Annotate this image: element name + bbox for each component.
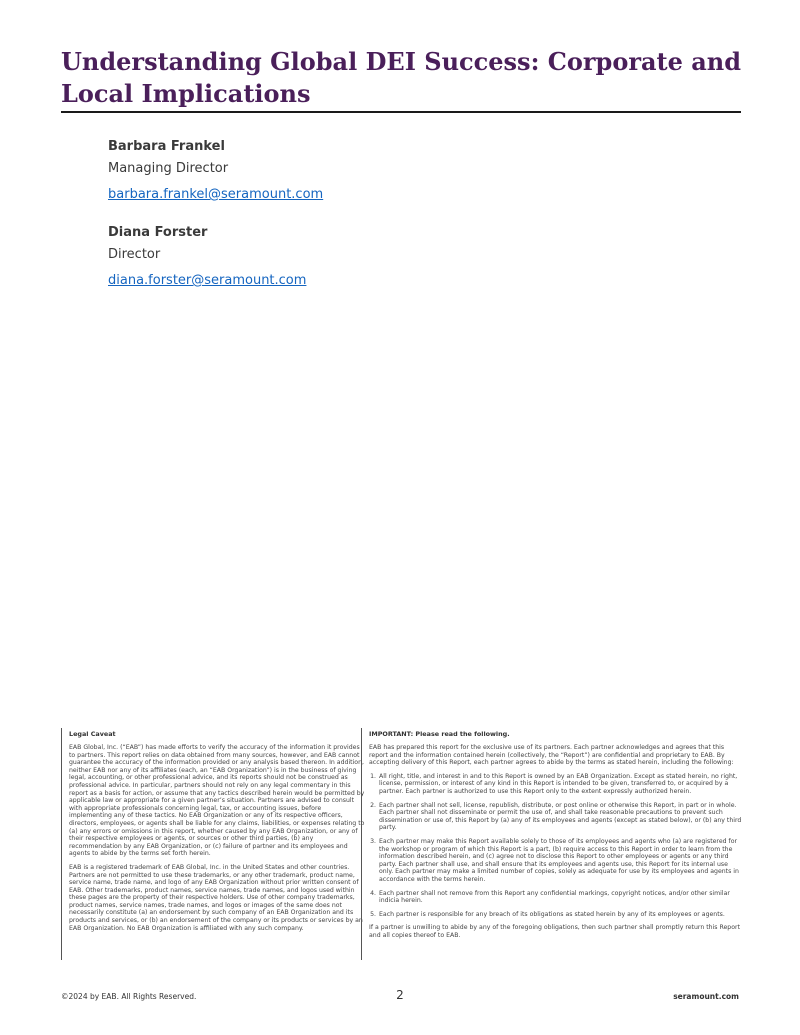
contact-card <box>108 225 608 289</box>
legal-caveat-paragraph: EAB Global, Inc. (“EAB”) has made efforts to verify the accuracy of the information it provides to partners. This report relies on data obtained from many sources, however, and EAB cannot guarantee the accuracy of the information provided or any analysis based thereon. In addition, neither EAB nor any of its affiliates (each, an “EAB Organization”) is in the business of giving legal, accounting, or other professional advice, and its reports should not be construed as professional advice. In particular, partners should not rely on any legal commentary in this report as a basis for action, or assume that any tactics described herein would be permitted by applicable law or appropriate for a given partner’s situation. Partners are advised to consult with appropriate professionals concerning legal, tax, or accounting issues, before implementing any of these tactics. No EAB Organization or any of its respective officers, directors, employees, or agents shall be liable for any claims, liabilities, or expenses relating to (a) any errors or omissions in this report, whether caused by any EAB Organization, or any of their respective employees or agents, or sources or other third parties, (b) any recommendation by any EAB Organization, or (c) failure of partner and its employees and agents to abide by the terms set forth herein. <box>69 744 365 858</box>
important-closing: If a partner is unwilling to abide by any of the foregoing obligations, then such partner shall promptly return this Report and all copies thereof to EAB. <box>369 924 740 939</box>
contact-email-link[interactable]: diana.forster@seramount.com <box>108 273 307 288</box>
important-intro: EAB has prepared this report for the exclusive use of its partners. Each partner acknowledges and agrees that this report and the information contained herein (collectively, the “Report”) are confidential and proprietary to EAB. By accepting delivery of this Report, each partner agrees to abide by the terms as stated herein, including the following: <box>369 744 734 767</box>
important-notice-column <box>361 728 743 960</box>
footer-site: seramount.com <box>673 992 739 1001</box>
important-list-item: 4. Each partner shall not remove from this Report any confidential markings, copyright notices, and/or other similar indicia herein. <box>378 890 743 905</box>
page-number: 2 <box>396 988 404 1002</box>
contact-name: Diana Forster <box>108 225 208 240</box>
title-divider <box>61 111 741 113</box>
contact-name: Barbara Frankel <box>108 139 225 154</box>
contact-role: Director <box>108 247 161 262</box>
important-list-item: 2. Each partner shall not sell, license, republish, distribute, or post online or otherwise this Report, in part or in whole. Each partner shall not disseminate or permit the use of, and shall take reasonable precautions to prevent such dissemination or use of, this Report by (a) any of its employees and agents (except as stated below), or (b) any third party. <box>378 802 743 832</box>
legal-caveat-column <box>61 728 365 960</box>
footer-copyright: ©2024 by EAB. All Rights Reserved. <box>61 992 197 1001</box>
contact-email-link[interactable]: barbara.frankel@seramount.com <box>108 187 324 202</box>
legal-caveat-heading: Legal Caveat <box>69 730 116 738</box>
page-title: Understanding Global DEI Success: Corporate and Local Implications <box>61 47 742 108</box>
legal-caveat-paragraph: EAB is a registered trademark of EAB Global, Inc. in the United States and other countries. Partners are not permitted to use these trademarks, or any other trademark, product name, service name, trade name, and logo of any EAB Organization without prior written consent of EAB. Other trademarks, product names, service names, trade names, and logos used within these pages are the property of their respective holders. Use of other company trademarks, product names, service names, trade names, and logos or images of the same does not necessarily constitute (a) an endorsement by such company of an EAB Organization and its products and services, or (b) an endorsement of the company or its products or services by an EAB Organization. No EAB Organization is affiliated with any such company. <box>69 863 363 932</box>
important-list-item: 3. Each partner may make this Report available solely to those of its employees and agents who (a) are registered for the workshop or program of which this Report is a part, (b) require access to this Report in order to learn from the information described herein, and (c) agree not to disclose this Report to other employees or agents or any third party. Each partner shall use, and shall ensure that its employees and agents use, this Report for its internal use only. Each partner may make a limited number of copies, solely as adequate for use by its employees and agents in accordance with the terms herein. <box>378 838 743 884</box>
important-heading: IMPORTANT: Please read the following. <box>369 730 510 738</box>
contact-card <box>108 139 608 203</box>
important-list <box>369 773 743 919</box>
important-list-item: 5. Each partner is responsible for any breach of its obligations as stated herein by any of its employees or agents. <box>378 911 743 919</box>
contact-role: Managing Director <box>108 161 229 176</box>
contacts-section <box>108 139 608 311</box>
important-list-item: 1. All right, title, and interest in and to this Report is owned by an EAB Organization. Except as stated herein, no right, license, permission, or interest of any kind in this Report is intended to be given, transferred to, or acquired by a partner. Each partner is authorized to use this Report only to the extent expressly authorized herein. <box>378 773 743 796</box>
